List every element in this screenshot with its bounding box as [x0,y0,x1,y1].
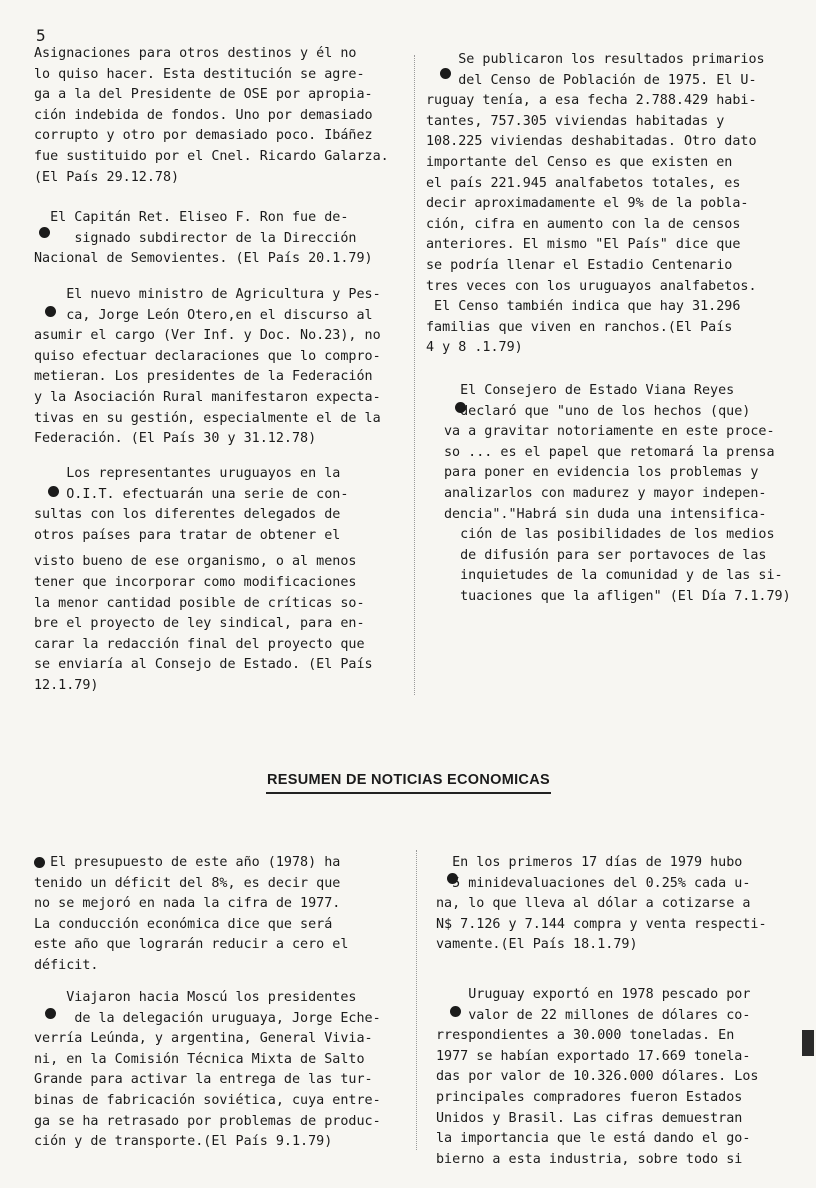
text-line: metieran. Los presidentes de la Federación [34,369,373,385]
text-line: El presupuesto de este año (1978) ha [50,855,341,870]
text-line: ción y de transporte.(El País 9.1.79) [34,1134,333,1150]
news-item-oit [34,464,373,697]
text-line: (El País 29.12.78) [34,169,180,185]
margin-mark [802,1030,814,1056]
text-line: Uruguay exportó en 1978 pescado por [468,987,751,1002]
section-title: RESUMEN DE NOTICIAS ECONOMICAS [266,772,551,794]
text-line: O.I.T. efectuarán una serie de con- [66,486,349,502]
text-line: anteriores. El mismo "El País" dice que [426,237,741,253]
text-line: familias que viven en ranchos.(El País [426,319,733,335]
text-line: se enviaría al Consejo de Estado. (El País [34,657,373,673]
text-line: ga a la del Presidente de OSE por apropia- [34,87,373,103]
news-item-moscu [34,988,381,1153]
text-line: Unidos y Brasil. Las cifras demuestran [436,1110,743,1126]
text-line: Los representantes uruguayos en la [66,466,341,481]
news-item-presupuesto [34,853,348,977]
text-line: tuaciones que la afligen" (El Día 7.1.79) [460,588,791,604]
text-line: otros países para tratar de obtener el [34,527,341,543]
text-line: na, lo que lleva al dólar a cotizarse a [436,896,751,912]
column-divider-bottom [416,850,417,1150]
text-line: rrespondientes a 30.000 toneladas. En [436,1028,735,1044]
text-line: asumir el cargo (Ver Inf. y Doc. No.23), no [34,328,381,344]
text-line: tantes, 757.305 viviendas habitadas y [426,113,725,129]
text-line: N$ 7.126 y 7.144 compra y venta respecti- [436,916,767,932]
text-line: para poner en evidencia los problemas y [444,465,759,481]
text-line: Se publicaron los resultados primarios [458,52,765,67]
text-line: ruguay tenía, a esa fecha 2.788.429 habi- [426,93,757,109]
text-line: de la delegación uruguaya, Jorge Eche- [74,1010,381,1026]
news-item-otero [34,285,381,450]
text-line: La conducción económica dice que será [34,916,333,932]
text-line: y la Asociación Rural manifestaron expecta- [34,389,381,405]
news-item-pescado [436,985,758,1170]
text-line: El nuevo ministro de Agricultura y Pes- [66,287,381,302]
text-line: tener que incorporar como modificaciones [34,574,357,590]
text-line: analizarlos con madurez y mayor indepen- [444,485,767,501]
text-line: este año que lograrán reducir a cero el [34,937,349,953]
text-line: fue sustituido por el Cnel. Ricardo Galarza. [34,148,389,164]
text-line: la importancia que le está dando el go- [436,1131,751,1147]
text-line: 1977 se habían exportado 17.669 tonela- [436,1048,751,1064]
text-line: Nacional de Semovientes. (El País 20.1.79) [34,251,373,267]
page-number: 5 [36,26,46,45]
text-line: déficit. [34,957,99,973]
text-line: ción de las posibilidades de los medios [460,527,775,543]
text-line: ga se ha retrasado por problemas de produc- [34,1113,381,1129]
text-line: inquietudes de la comunidad y de las si- [460,568,783,584]
text-line: quiso efectuar declaraciones que lo compro- [34,348,381,364]
text-line: declaró que "uno de los hechos (que) [460,403,751,419]
text-line: binas de fabricación soviética, cuya entre- [34,1092,381,1108]
text-line: El Censo también indica que hay 31.296 [426,299,741,315]
news-item-ron [34,208,373,270]
text-line: Grande para activar la entrega de las tur- [34,1072,373,1088]
text-line: lo quiso hacer. Esta destitución se agre- [34,66,365,82]
text-line: corrupto y otro por demasiado poco. Ibáñez [34,128,373,144]
text-line: ca, Jorge León Otero,en el discurso al [66,307,373,323]
text-line: El Capitán Ret. Eliseo F. Ron fue de- [50,210,349,225]
text-line: de difusión para ser portavoces de las [460,547,767,563]
text-line: ción indebida de fondos. Uno por demasiado [34,107,373,123]
text-line: importante del Censo es que existen en [426,154,733,170]
news-item-minidevaluaciones [436,853,767,956]
text-line: Federación. (El País 30 y 31.12.78) [34,431,317,447]
news-item-asignaciones [34,44,389,188]
text-line: bierno a esta industria, sobre todo si [436,1151,743,1167]
news-item-viana-reyes [444,381,791,608]
text-line: 4 y 8 .1.79) [426,340,523,356]
text-line: valor de 22 millones de dólares co- [468,1007,751,1023]
text-line: tenido un déficit del 8%, es decir que [34,875,341,891]
column-divider-top [414,55,415,695]
text-line: del Censo de Población de 1975. El U- [458,72,757,88]
text-line: das por valor de 10.326.000 dólares. Los [436,1069,759,1085]
text-line: va a gravitar notoriamente en este proce- [444,424,775,440]
text-line: se podría llenar el Estadio Centenario [426,257,733,273]
text-line: ción, cifra en aumento con la de censos [426,216,741,232]
text-line: En los primeros 17 días de 1979 hubo [452,855,743,870]
text-line: verría Leúnda, y argentina, General Vivia- [34,1031,373,1047]
text-line: 5 minidevaluaciones del 0.25% cada u- [452,875,751,891]
text-line: decir aproximadamente el 9% de la pobla- [426,196,749,212]
text-line: vamente.(El País 18.1.79) [436,937,638,953]
text-line: sultas con los diferentes delegados de [34,507,341,523]
text-line: Asignaciones para otros destinos y él no [34,46,357,61]
text-line: Viajaron hacia Moscú los presidentes [66,990,357,1005]
text-line: 12.1.79) [34,677,99,693]
text-line: tres veces con los uruguayos analfabetos. [426,278,757,294]
text-line: so ... es el papel que retomará la prensa [444,444,775,460]
text-line: bre el proyecto de ley sindical, para en- [34,616,365,632]
text-line: carar la redacción final del proyecto que [34,636,365,652]
text-line: el país 221.945 analfabetos totales, es [426,175,741,191]
text-line: ni, en la Comisión Técnica Mixta de Salto [34,1051,365,1067]
news-item-censo [426,50,765,359]
text-line: visto bueno de ese organismo, o al menos [34,554,357,570]
text-line: no se mejoró en nada la cifra de 1977. [34,896,341,912]
text-line: la menor cantidad posible de críticas so- [34,595,365,611]
text-line: dencia"."Habrá sin duda una intensifica- [444,506,767,522]
text-line: principales compradores fueron Estados [436,1089,743,1105]
text-line: El Consejero de Estado Viana Reyes [460,383,735,398]
text-line: 108.225 viviendas deshabitadas. Otro dato [426,134,757,150]
text-line: tivas en su gestión, especialmente el de la [34,410,381,426]
text-line: signado subdirector de la Dirección [74,230,357,246]
